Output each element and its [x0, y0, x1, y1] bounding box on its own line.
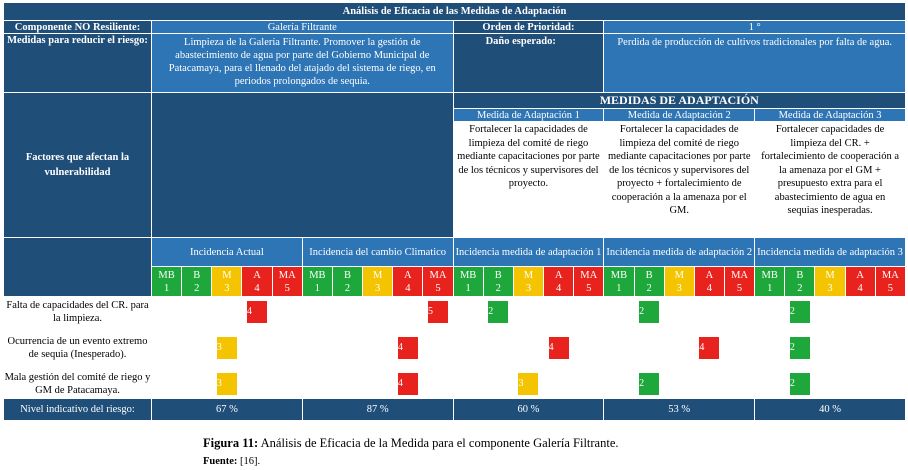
- level-marker: 2: [790, 337, 810, 359]
- level-cell: [694, 297, 724, 327]
- scale-abbr: A: [253, 269, 261, 281]
- scale-num: 3: [676, 282, 682, 294]
- level-marker: 4: [549, 337, 569, 359]
- factores-label: Factores que afectan la vulnerabilidad: [4, 93, 152, 238]
- scale-cell: [755, 267, 785, 297]
- scale-abbr: A: [404, 269, 412, 281]
- level-cell: [574, 327, 604, 370]
- level-cell: [242, 370, 272, 399]
- level-cell: [875, 370, 905, 399]
- level-marker: 2: [790, 373, 810, 395]
- level-cell: [393, 297, 423, 327]
- scale-cell: [785, 267, 815, 297]
- level-cell: [272, 297, 302, 327]
- scale-abbr: M: [674, 269, 684, 281]
- level-cell: [393, 370, 423, 399]
- level-cell: [272, 327, 302, 370]
- scale-cell: [815, 267, 845, 297]
- level-cell: [634, 327, 664, 370]
- scale-cell: [302, 267, 332, 297]
- level-marker: 2: [790, 301, 810, 323]
- level-cell: [574, 370, 604, 399]
- prioridad-value: 1 °: [604, 21, 906, 34]
- scale-cell: [272, 267, 302, 297]
- scale-num: 5: [435, 282, 441, 294]
- caption-label: Figura 11:: [203, 436, 259, 450]
- scale-num: 5: [284, 282, 290, 294]
- scale-abbr: B: [193, 269, 201, 281]
- level-cell: [363, 327, 393, 370]
- level-cell: [423, 370, 453, 399]
- level-cell: [755, 327, 785, 370]
- caption-text: Análisis de Eficacia de la Medida para el componente Galería Filtrante.: [258, 436, 619, 450]
- level-cell: [544, 327, 574, 370]
- incidencia-header-1: Incidencia Actual: [152, 238, 303, 267]
- scale-num: 4: [405, 282, 411, 294]
- level-cell: [875, 327, 905, 370]
- level-cell: [483, 297, 513, 327]
- scale-abbr: MB: [761, 269, 778, 281]
- level-cell: [604, 370, 634, 399]
- dano-value: Perdida de producción de cultivos tradicionales por falta de agua.: [604, 34, 906, 93]
- componente-label: Componente NO Resiliente:: [4, 21, 152, 34]
- medida-1-title: Medida de Adaptación 1: [453, 109, 604, 122]
- medida-2-text: Fortalecer la capacidades de limpieza del comité de riego mediante capacitaciones por parte de los técnicos y supervisores del proyecto + fortalecimiento de cooperación a la amenaza por el GM.: [604, 122, 755, 238]
- scale-abbr: M: [825, 269, 835, 281]
- level-cell: [182, 327, 212, 370]
- scale-cell: [332, 267, 362, 297]
- source-text: [16].: [237, 456, 261, 467]
- factor-label: Ocurrencia de un evento extremo de sequia (Inesperado).: [4, 327, 152, 370]
- level-cell: [453, 370, 483, 399]
- level-cell: [755, 370, 785, 399]
- scale-num: 5: [887, 282, 893, 294]
- scale-num: 3: [224, 282, 230, 294]
- empty-block: [152, 93, 454, 238]
- level-cell: [513, 327, 543, 370]
- level-cell: [634, 297, 664, 327]
- medida-3-text: Fortalecer capacidades de limpieza del CR. + fortalecimiento de cooperación a la amenaza por el GM + presupuesto extra para el abastecimiento de agua en sequias inesperadas.: [755, 122, 906, 238]
- level-cell: [212, 297, 242, 327]
- level-marker: 4: [398, 373, 418, 395]
- level-cell: [152, 297, 182, 327]
- prioridad-label: Orden de Prioridad:: [453, 21, 604, 34]
- scale-num: 4: [254, 282, 260, 294]
- medida-1-text: Fortalecer la capacidades de limpieza del comité de riego mediante capacitaciones por parte de los técnicos y supervisores del proyecto.: [453, 122, 604, 238]
- incidencia-header-4: Incidencia medida de adaptación 2: [604, 238, 755, 267]
- scale-abbr: M: [523, 269, 534, 281]
- level-cell: [332, 297, 362, 327]
- scale-num: 5: [736, 282, 743, 294]
- level-cell: [724, 297, 754, 327]
- scale-abbr: B: [344, 269, 352, 281]
- scale-cell: [423, 267, 453, 297]
- level-cell: [152, 327, 182, 370]
- medida-2-title: Medida de Adaptación 2: [604, 109, 755, 122]
- level-cell: [453, 297, 483, 327]
- adaptation-table: [3, 2, 906, 421]
- level-cell: [453, 327, 483, 370]
- level-cell: [212, 370, 242, 399]
- level-cell: [785, 297, 815, 327]
- scale-abbr: B: [645, 269, 653, 281]
- factor-row: [4, 370, 906, 399]
- level-cell: [694, 327, 724, 370]
- source-label: Fuente:: [203, 456, 238, 467]
- scale-abbr: B: [494, 269, 502, 281]
- level-cell: [845, 297, 875, 327]
- level-cell: [393, 327, 423, 370]
- scale-abbr: MB: [309, 269, 326, 281]
- level-cell: [332, 370, 362, 399]
- level-cell: [152, 370, 182, 399]
- figure-caption: [203, 436, 619, 451]
- level-cell: [875, 297, 905, 327]
- scale-abbr: MA: [580, 269, 598, 281]
- level-marker: 2: [639, 373, 659, 395]
- scale-abbr: MA: [278, 269, 296, 281]
- level-cell: [785, 370, 815, 399]
- scale-cell: [242, 267, 272, 297]
- level-cell: [212, 327, 242, 370]
- scale-num: 4: [857, 282, 863, 294]
- scale-abbr: MB: [459, 269, 477, 281]
- scale-abbr: A: [856, 269, 864, 281]
- level-cell: [513, 370, 543, 399]
- scale-cell: [182, 267, 212, 297]
- level-cell: [483, 370, 513, 399]
- scale-num: 4: [555, 282, 562, 294]
- level-marker: 3: [518, 373, 538, 395]
- scale-cell: [604, 267, 634, 297]
- scale-cell: [574, 267, 604, 297]
- factor-row: [4, 297, 906, 327]
- scale-abbr: A: [705, 269, 714, 281]
- level-cell: [423, 327, 453, 370]
- level-cell: [182, 370, 212, 399]
- scale-abbr: MA: [731, 269, 748, 281]
- level-marker: 3: [217, 373, 237, 395]
- scale-num: 3: [375, 282, 381, 294]
- level-cell: [302, 327, 332, 370]
- level-cell: [483, 327, 513, 370]
- factor-label: Falta de capacidades del CR. para la limpieza.: [4, 297, 152, 327]
- level-cell: [363, 370, 393, 399]
- nivel-value-3: 60 %: [453, 399, 604, 421]
- scale-num: 2: [646, 282, 652, 294]
- level-cell: [272, 370, 302, 399]
- scale-abbr: MB: [158, 269, 175, 281]
- level-cell: [332, 327, 362, 370]
- scale-num: 1: [616, 282, 622, 294]
- level-cell: [634, 370, 664, 399]
- scale-cell: [544, 267, 574, 297]
- level-cell: [845, 370, 875, 399]
- scale-abbr: MA: [429, 269, 447, 281]
- level-cell: [544, 370, 574, 399]
- scale-abbr: A: [554, 269, 563, 281]
- scale-cell: [363, 267, 393, 297]
- scale-cell: [483, 267, 513, 297]
- scale-cell: [513, 267, 543, 297]
- scale-num: 3: [525, 282, 532, 294]
- scale-num: 5: [586, 282, 592, 294]
- level-cell: [302, 297, 332, 327]
- nivel-value-4: 53 %: [604, 399, 755, 421]
- level-cell: [755, 297, 785, 327]
- factor-label: Mala gestión del comité de riego y GM de Patacamaya.: [4, 370, 152, 399]
- scale-num: 2: [495, 282, 501, 294]
- scale-num: 2: [797, 282, 803, 294]
- level-cell: [815, 370, 845, 399]
- scale-num: 1: [767, 282, 773, 294]
- scale-abbr: M: [373, 269, 383, 281]
- level-cell: [242, 297, 272, 327]
- table-title: Análisis de Eficacia de las Medidas de Adaptación: [4, 3, 906, 21]
- header-spacer: [4, 238, 152, 297]
- level-marker: 2: [639, 301, 659, 323]
- level-cell: [363, 297, 393, 327]
- scale-num: 3: [827, 282, 833, 294]
- incidencia-header-2: Incidencia del cambio Climatico: [302, 238, 453, 267]
- scale-cell: [453, 267, 483, 297]
- level-cell: [724, 327, 754, 370]
- scale-cell: [845, 267, 875, 297]
- level-cell: [724, 370, 754, 399]
- componente-value: Galería Filtrante: [152, 21, 454, 34]
- level-marker: 3: [217, 337, 237, 359]
- level-cell: [604, 327, 634, 370]
- level-cell: [815, 297, 845, 327]
- level-cell: [302, 370, 332, 399]
- scale-num: 1: [465, 282, 471, 294]
- level-cell: [544, 297, 574, 327]
- level-marker: 5: [428, 301, 448, 323]
- level-cell: [182, 297, 212, 327]
- level-cell: [604, 297, 634, 327]
- level-cell: [845, 327, 875, 370]
- incidencia-header-5: Incidencia medida de adaptación 3: [755, 238, 906, 267]
- scale-cell: [212, 267, 242, 297]
- scale-num: 2: [344, 282, 351, 294]
- level-marker: 4: [398, 337, 418, 359]
- nivel-value-5: 40 %: [755, 399, 906, 421]
- level-marker: 4: [247, 301, 267, 323]
- level-cell: [513, 297, 543, 327]
- scale-cell: [152, 267, 182, 297]
- scale-cell: [694, 267, 724, 297]
- level-cell: [815, 327, 845, 370]
- medidas-header: MEDIDAS DE ADAPTACIÓN: [453, 93, 905, 109]
- scale-num: 2: [194, 282, 200, 294]
- scale-cell: [664, 267, 694, 297]
- medida-3-title: Medida de Adaptación 3: [755, 109, 906, 122]
- nivel-value-2: 87 %: [302, 399, 453, 421]
- scale-cell: [634, 267, 664, 297]
- level-cell: [664, 327, 694, 370]
- level-cell: [574, 297, 604, 327]
- scale-abbr: M: [222, 269, 232, 281]
- dano-label: Daño esperado:: [453, 34, 604, 93]
- factor-row: [4, 327, 906, 370]
- scale-abbr: MB: [610, 269, 628, 281]
- level-cell: [423, 297, 453, 327]
- scale-num: 1: [314, 282, 320, 294]
- nivel-value-1: 67 %: [152, 399, 303, 421]
- scale-num: 4: [706, 282, 713, 294]
- level-cell: [664, 297, 694, 327]
- level-cell: [242, 327, 272, 370]
- scale-cell: [393, 267, 423, 297]
- scale-abbr: B: [796, 269, 804, 281]
- nivel-label: Nivel indicativo del riesgo:: [4, 399, 152, 421]
- incidencia-header-3: Incidencia medida de adaptación 1: [453, 238, 604, 267]
- level-marker: 2: [488, 301, 508, 323]
- level-cell: [694, 370, 724, 399]
- scale-cell: [724, 267, 754, 297]
- figure-source: [203, 456, 260, 467]
- level-cell: [785, 327, 815, 370]
- scale-cell: [875, 267, 905, 297]
- medidas-label: Medidas para reducir el riesgo:: [4, 34, 152, 93]
- level-marker: 4: [699, 337, 719, 359]
- medidas-value: Limpieza de la Galería Filtrante. Promover la gestión de abastecimiento de agua por parte del Gobierno Municipal de Patacamaya, para el llenado del atajado del sistema de riego, en periodos prolongados de sequia.: [152, 34, 454, 93]
- scale-num: 1: [163, 282, 170, 294]
- scale-abbr: MA: [881, 269, 899, 281]
- level-cell: [664, 370, 694, 399]
